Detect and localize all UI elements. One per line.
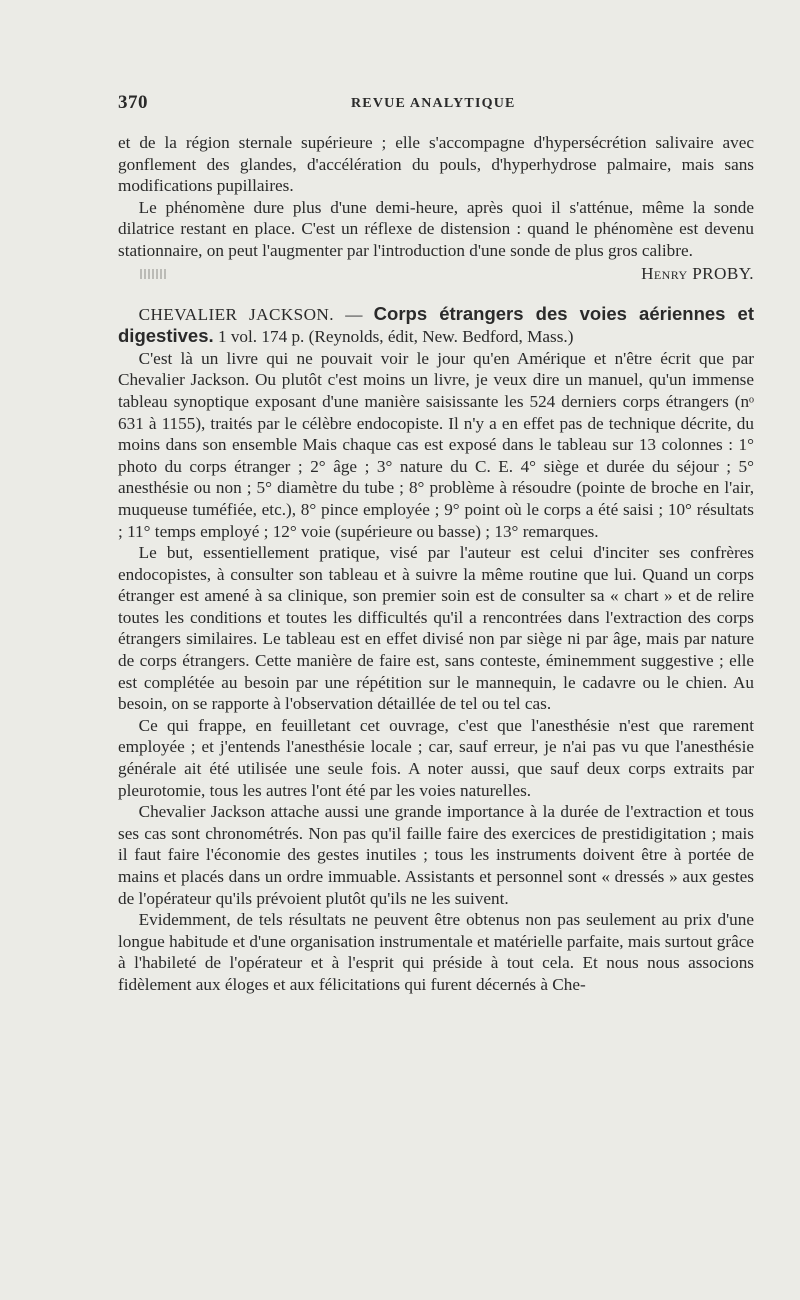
review-paragraph-3: Ce qui frappe, en feuilletant cet ouvrage, c'est que l'anesthésie n'est que rarement employée ; et j'entends l'anesthésie locale ; car, sauf erreur, je n'ai pas vu que l'anesthésie générale ait été utilisée une seule fois. A noter aussi, que sauf deux corps extraits par pleurotomie, tous les autres l'ont été par les voies naturelles. bbox=[118, 715, 754, 800]
page-header bbox=[118, 92, 754, 116]
page-number: 370 bbox=[118, 92, 148, 113]
ink-smudge-ornament bbox=[140, 269, 166, 279]
review-paragraph-1: C'est là un livre qui ne pouvait voir le jour qu'en Amérique et n'être écrit que par Chevalier Jackson. Ou plutôt c'est moins un livre, je veux dire un manuel, qu'un immense tableau synoptique exposant d'une manière saisissante les 524 derniers corps étrangers (nᵒ 631 à 1155), traités par le célèbre endocopiste. Il n'y a en effet pas de technique décrite, du moins dans son ensemble Mais chaque cas est exposé dans le tableau sur 13 colonnes : 1° photo du corps étranger ; 2° âge ; 3° nature du C. E. 4° siège et durée du séjour ; 5° anesthésie ou non ; 5° diamètre du tube ; 8° problème à résoudre (pointe de broche en l'air, muqueuse tuméfiée, etc.), 8° pince employée ; 9° point où le corps a été saisi ; 10° résultats ; 11° temps employé ; 12° voie (supérieure ou basse) ; 13° remarques. bbox=[118, 348, 754, 541]
continuation-paragraph-2: Le phénomène dure plus d'une demi-heure, après quoi il s'atténue, même la sonde dilatrice restant en place. C'est un réflexe de distension : quand le phénomène est devenu stationnaire, on peut l'augmenter par l'introduction d'une sonde de plus gros calibre. bbox=[118, 197, 754, 260]
signature-line bbox=[118, 263, 754, 285]
review-heading bbox=[118, 303, 754, 348]
reviewer-signature: Henry PROBY. bbox=[641, 263, 754, 283]
page-body bbox=[118, 132, 754, 996]
review-paragraph-2: Le but, essentiellement pratique, visé par l'auteur est celui d'inciter ses confrères endocopistes, à consulter son tableau et à suivre la même routine que lui. Quand un corps étranger est amené à sa clinique, son premier soin est de consulter sa « chart » et de relire toutes les conditions et toutes les difficultés qu'il a rencontrées dans l'extraction des corps étrangers similaires. Le tableau est en effet divisé non par siège ni par âge, mais par nature de corps étrangers. Cette manière de faire est, sans conteste, éminemment suggestive ; elle est complétée au besoin par une répétition sur le mannequin, le cadavre ou le chien. Au besoin, on se rapporte à l'observation détaillée de tel ou tel cas. bbox=[118, 543, 754, 714]
review-author: CHEVALIER JACKSON. bbox=[138, 304, 334, 324]
continuation-paragraph-1: et de la région sternale supérieure ; elle s'accompagne d'hypersécrétion salivaire avec gonflement des glandes, d'accélération du pouls, d'hyperhydrose palmaire, mais sans modifications pupillaires. bbox=[118, 133, 754, 196]
review-paragraph-4: Chevalier Jackson attache aussi une grande importance à la durée de l'extraction et tous ses cas sont chronométrés. Non pas qu'il faille faire des exercices de prestidigitation ; mais il faut faire l'économie des gestes inutiles ; tous les instruments doivent être à portée de mains et placés dans un ordre immuable. Assistants et personnel sont « dressés » aux gestes de l'opérateur qu'ils prévoient plutôt qu'ils ne les suivent. bbox=[118, 802, 754, 908]
running-title: REVUE ANALYTIQUE bbox=[351, 96, 516, 111]
review-paragraph-5: Evidemment, de tels résultats ne peuvent être obtenus non pas seulement au prix d'une longue habitude et d'une organisation instrumentale et matérielle parfaite, mais surtout grâce à l'habileté de l'opérateur et à l'esprit qui préside à tout cela. Et nous nous associons fidèlement aux éloges et aux félicitations qui furent décernés à Che- bbox=[118, 910, 754, 994]
review-entry bbox=[118, 303, 754, 996]
publication-details: 1 vol. 174 p. (Reynolds, édit, New. Bedford, Mass.) bbox=[213, 327, 574, 347]
review-dash: — bbox=[333, 304, 374, 324]
book-title: Corps étrangers des voies aériennes et digestives. bbox=[118, 302, 755, 347]
